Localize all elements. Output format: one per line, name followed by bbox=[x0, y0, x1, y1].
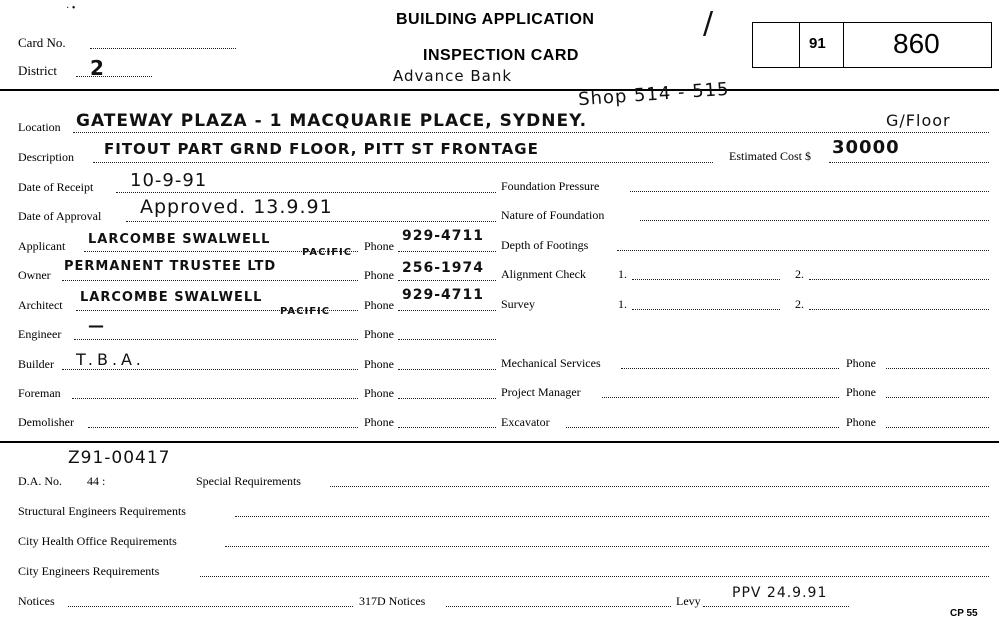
engineer-label: Engineer bbox=[18, 327, 62, 341]
notices-317-label: 317D Notices bbox=[359, 594, 426, 608]
applicant-label: Applicant bbox=[18, 239, 66, 253]
alignment-2-dots bbox=[809, 279, 989, 280]
nature-foundation-dots bbox=[640, 220, 989, 221]
mechanical-phone-label: Phone bbox=[846, 356, 876, 370]
builder-value: T.B.A. bbox=[76, 350, 145, 369]
mechanical-label: Mechanical Services bbox=[501, 356, 601, 370]
footer-code: CP 55 bbox=[950, 608, 978, 619]
alignment-label: Alignment Check bbox=[501, 267, 586, 281]
city-engineers-dots bbox=[200, 576, 989, 577]
da-value: 44 : bbox=[87, 474, 106, 488]
estimated-cost-value: 30000 bbox=[832, 137, 900, 158]
title-inspection-card: INSPECTION CARD bbox=[423, 47, 579, 64]
excavator-dots bbox=[566, 427, 839, 428]
title-building-application: BUILDING APPLICATION bbox=[396, 11, 595, 28]
demolisher-phone-label: Phone bbox=[364, 415, 394, 429]
district-value: 2 bbox=[90, 56, 105, 80]
architect-phone-label: Phone bbox=[364, 298, 394, 312]
levy-label: Levy bbox=[676, 594, 701, 608]
demolisher-dots bbox=[88, 427, 358, 428]
builder-dots bbox=[62, 369, 358, 370]
notices-label: Notices bbox=[18, 594, 55, 608]
owner-value: PERMANENT TRUSTEE LTD bbox=[64, 259, 277, 274]
card-number: 860 bbox=[893, 28, 940, 59]
owner-dots bbox=[62, 280, 358, 281]
card-no-label: Card No. bbox=[18, 35, 66, 50]
project-manager-phone-dots bbox=[886, 397, 989, 398]
engineer-value: — bbox=[88, 316, 105, 335]
applicant-value-2: PACIFIC bbox=[302, 247, 353, 258]
receipt-label: Date of Receipt bbox=[18, 180, 94, 194]
approval-label: Date of Approval bbox=[18, 209, 102, 223]
alignment-num-1: 1. bbox=[618, 267, 627, 281]
engineer-dots bbox=[74, 339, 358, 340]
demolisher-phone-dots bbox=[398, 427, 496, 428]
excavator-label: Excavator bbox=[501, 415, 550, 429]
prefix-number: 91 bbox=[809, 35, 826, 52]
architect-value-2: PACIFIC bbox=[280, 306, 331, 317]
applicant-value: LARCOMBE SWALWELL bbox=[88, 232, 271, 247]
location-value: GATEWAY PLAZA - 1 MACQUARIE PLACE, SYDNEY. bbox=[76, 111, 588, 131]
da-handwritten: Z91-00417 bbox=[68, 448, 171, 468]
card-number-box bbox=[752, 22, 992, 68]
owner-phone-value: 256-1974 bbox=[402, 260, 484, 276]
foreman-label: Foreman bbox=[18, 386, 61, 400]
builder-phone-label: Phone bbox=[364, 357, 394, 371]
engineer-phone-dots bbox=[398, 339, 496, 340]
applicant-phone-label: Phone bbox=[364, 239, 394, 253]
health-dots bbox=[225, 546, 989, 547]
notices-dots bbox=[68, 606, 353, 607]
owner-phone-label: Phone bbox=[364, 268, 394, 282]
tick-mark: / bbox=[703, 6, 715, 41]
location-label: Location bbox=[18, 120, 61, 134]
structural-dots bbox=[235, 516, 989, 517]
description-label: Description bbox=[18, 150, 74, 164]
excavator-phone-label: Phone bbox=[846, 415, 876, 429]
notices-317-dots bbox=[446, 606, 671, 607]
district-dots bbox=[76, 76, 152, 77]
foundation-pressure-dots bbox=[630, 191, 989, 192]
receipt-dots bbox=[116, 192, 496, 193]
survey-label: Survey bbox=[501, 297, 535, 311]
builder-phone-dots bbox=[398, 369, 496, 370]
approval-dots bbox=[126, 221, 496, 222]
survey-num-2: 2. bbox=[795, 297, 804, 311]
mechanical-dots bbox=[621, 368, 839, 369]
mechanical-phone-dots bbox=[886, 368, 989, 369]
architect-value: LARCOMBE SWALWELL bbox=[80, 290, 263, 305]
da-label: D.A. No. bbox=[18, 474, 62, 488]
project-manager-phone-label: Phone bbox=[846, 385, 876, 399]
foreman-dots bbox=[72, 398, 358, 399]
demolisher-label: Demolisher bbox=[18, 415, 74, 429]
excavator-phone-dots bbox=[886, 427, 989, 428]
special-dots bbox=[330, 486, 989, 487]
applicant-phone-dots bbox=[398, 251, 496, 252]
city-engineers-label: City Engineers Requirements bbox=[18, 564, 160, 578]
approval-value: Approved. 13.9.91 bbox=[140, 196, 333, 218]
depth-footings-label: Depth of Footings bbox=[501, 238, 589, 252]
estimated-cost-label: Estimated Cost $ bbox=[729, 149, 811, 163]
foundation-pressure-label: Foundation Pressure bbox=[501, 179, 600, 193]
survey-2-dots bbox=[809, 309, 989, 310]
middle-rule bbox=[0, 441, 999, 443]
levy-value: PPV 24.9.91 bbox=[732, 585, 828, 601]
levy-dots bbox=[703, 606, 849, 607]
owner-phone-dots bbox=[398, 280, 496, 281]
survey-num-1: 1. bbox=[618, 297, 627, 311]
project-manager-dots bbox=[602, 397, 839, 398]
alignment-num-2: 2. bbox=[795, 267, 804, 281]
estimated-cost-dots bbox=[829, 162, 989, 163]
special-label: Special Requirements bbox=[196, 474, 301, 488]
owner-label: Owner bbox=[18, 268, 51, 282]
nature-foundation-label: Nature of Foundation bbox=[501, 208, 605, 222]
alignment-1-dots bbox=[632, 279, 780, 280]
foreman-phone-label: Phone bbox=[364, 386, 394, 400]
district-label: District bbox=[18, 63, 57, 78]
survey-1-dots bbox=[632, 309, 780, 310]
architect-phone-dots bbox=[398, 310, 496, 311]
project-manager-label: Project Manager bbox=[501, 385, 581, 399]
location-dots bbox=[73, 132, 989, 133]
shop-note: Shop 514 - 515 bbox=[577, 78, 731, 111]
health-label: City Health Office Requirements bbox=[18, 534, 177, 548]
architect-label: Architect bbox=[18, 298, 63, 312]
card-no-dots bbox=[90, 48, 236, 49]
stray-mark: · • bbox=[66, 3, 76, 14]
architect-phone-value: 929-4711 bbox=[402, 287, 484, 303]
structural-label: Structural Engineers Requirements bbox=[18, 504, 186, 518]
advance-bank-note: Advance Bank bbox=[393, 67, 513, 85]
description-value: FITOUT PART GRND FLOOR, PITT ST FRONTAGE bbox=[104, 140, 539, 158]
location-note: G/Floor bbox=[886, 111, 951, 130]
description-dots bbox=[93, 162, 713, 163]
receipt-value: 10-9-91 bbox=[130, 170, 208, 191]
foreman-phone-dots bbox=[398, 398, 496, 399]
builder-label: Builder bbox=[18, 357, 54, 371]
applicant-phone-value: 929-4711 bbox=[402, 228, 484, 244]
engineer-phone-label: Phone bbox=[364, 327, 394, 341]
top-rule bbox=[0, 89, 999, 91]
depth-footings-dots bbox=[617, 250, 989, 251]
